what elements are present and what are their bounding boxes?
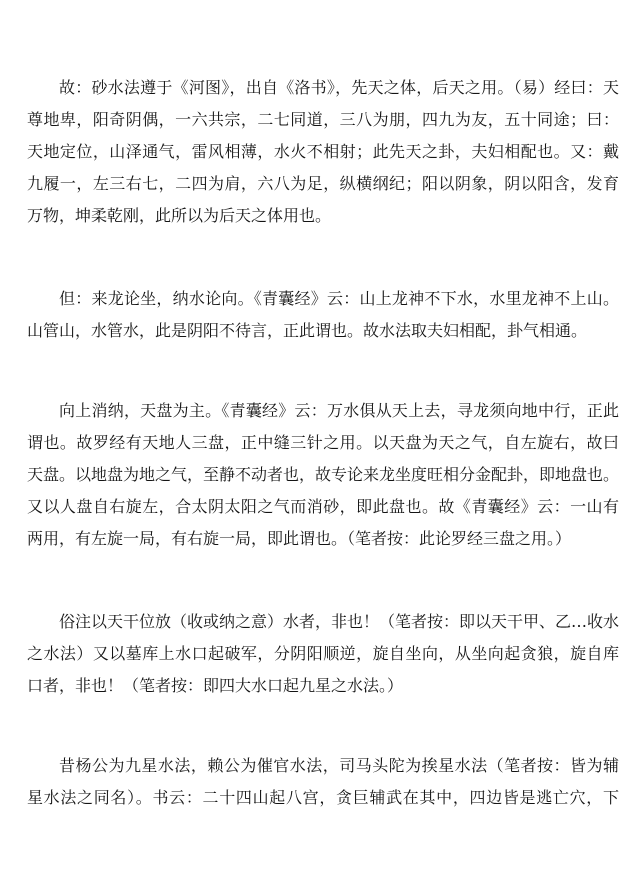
text-line: 星水法之同名）。书云：二十四山起八宫，贪巨辅武在其中，四边皆是逃亡穴，下 xyxy=(27,788,619,807)
text-line: 口者，非也！（笔者按：即四大水口起九星之水法。） xyxy=(27,676,404,695)
text-line: 又以人盘自右旋左，合太阴太阳之气而消砂，即此盘也。故《青囊经》云：一山有 xyxy=(27,497,619,516)
paragraph-1 xyxy=(27,72,619,232)
text-line: 故：砂水法遵于《河图》，出自《洛书》，先天之体，后天之用。（易）经曰：天 xyxy=(59,78,619,97)
text-line: 天盘。以地盘为地之气，至静不动者也，故专论来龙坐度旺相分金配卦，即地盘也。 xyxy=(27,465,620,484)
paragraph-4 xyxy=(27,606,619,702)
text-line: 万物，坤柔乾刚，此所以为后天之体用也。 xyxy=(27,206,332,225)
text-line: 九履一，左三右七，二四为肩，六八为足，纵横纲纪；阳以阴象，阴以阳含，发育 xyxy=(27,174,619,193)
paragraph-2 xyxy=(27,283,619,347)
text-line: 昔杨公为九星水法，赖公为催官水法，司马头陀为挨星水法（笔者按：皆为辅 xyxy=(59,756,619,775)
paragraph-5 xyxy=(27,750,619,814)
text-line: 山管山，水管水，此是阴阳不待言，正此谓也。故水法取夫妇相配，卦气相通。 xyxy=(27,321,588,340)
text-line: 谓也。故罗经有天地人三盘，正中缝三针之用。以天盘为天之气，自左旋右，故曰 xyxy=(27,433,619,452)
text-line: 之水法）又以墓库上水口起破军，分阴阳顺逆，旋自坐向，从坐向起贪狼，旋自库 xyxy=(27,644,619,663)
text-line: 向上消纳，天盘为主。《青囊经》云：万水俱从天上去，寻龙须向地中行，正此 xyxy=(59,401,619,420)
text-line: 两用，有左旋一局，有右旋一局，即此谓也。（笔者按：此论罗经三盘之用。） xyxy=(27,529,572,548)
text-line: 天地定位，山泽通气，雷风相薄，水火不相射；此先天之卦，夫妇相配也。又：戴 xyxy=(27,142,619,161)
text-line: 但：来龙论坐，纳水论向。《青囊经》云：山上龙神不下水，水里龙神不上山。 xyxy=(59,289,619,308)
paragraph-3 xyxy=(27,395,619,555)
text-line: 尊地卑，阳奇阴偶，一六共宗，二七同道，三八为朋，四九为友，五十同途；曰： xyxy=(27,110,619,129)
text-line: 俗注以天干位放（收或纳之意）水者，非也！（笔者按：即以天干甲、乙…收水 xyxy=(59,612,620,631)
